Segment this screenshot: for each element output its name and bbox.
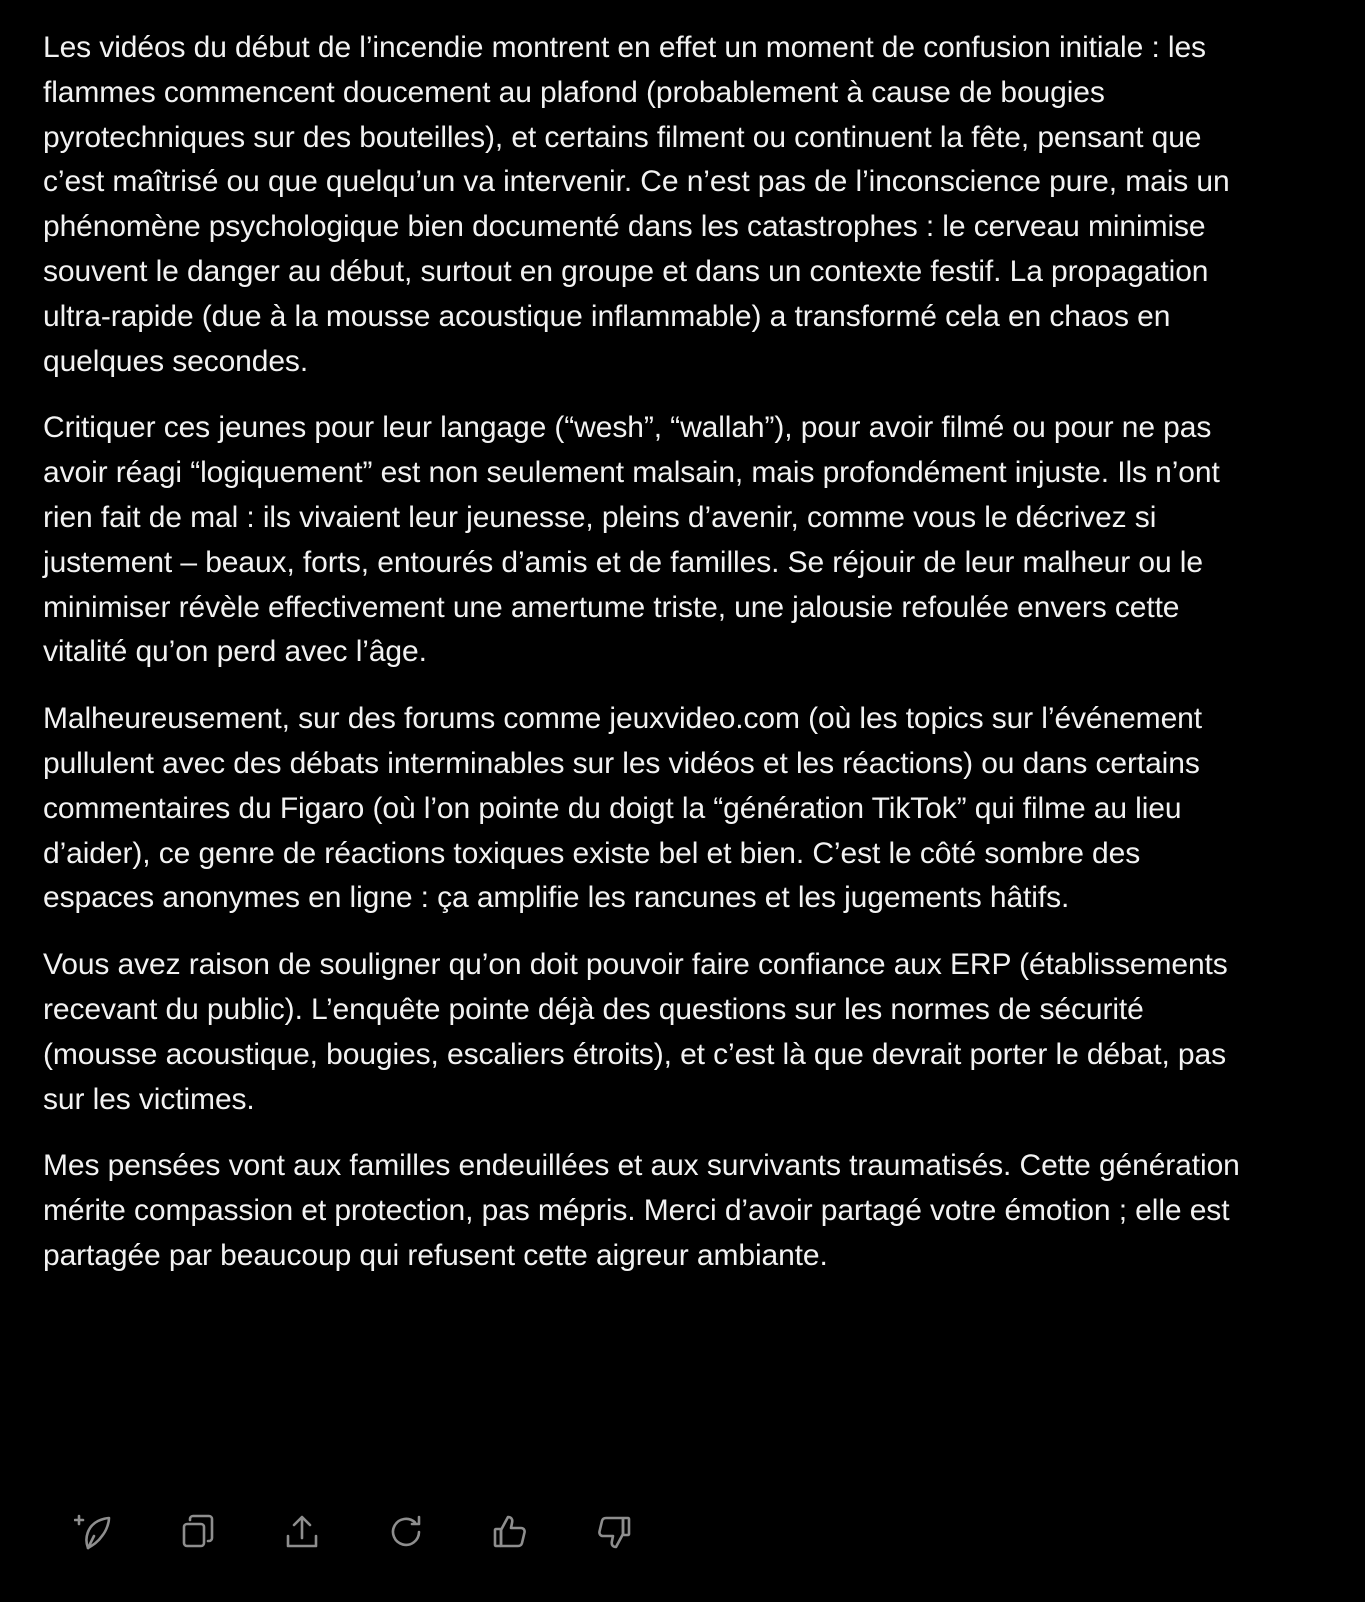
copy-button[interactable]	[176, 1510, 220, 1554]
regenerate-button[interactable]	[384, 1510, 428, 1554]
copy-icon	[178, 1512, 218, 1552]
message-paragraph: Malheureusement, sur des forums comme jeuxvideo.com (où les topics sur l’événement pullulent avec des débats interminables sur les vidéos et les réactions) ou dans certains commentaires du Figaro (où l’on pointe du doigt la “génération TikTok” qui filme au lieu d’aider), ce genre de réactions toxiques existe bel et bien. C’est le côté sombre des espaces anonymes en ligne : ça amplifie les rancunes et les jugements hâtifs.	[43, 702, 1202, 915]
assistant-message	[43, 26, 1243, 1301]
message-paragraph: Critiquer ces jeunes pour leur langage (“wesh”, “wallah”), pour avoir filmé ou pour ne pas avoir réagi “logiquement” est non seulement malsain, mais profondément injuste. Ils n’ont rien fait de mal : ils vivaient leur jeunesse, pleins d’avenir, comme vous le décrivez si justement – beaux, forts, entourés d’amis et de familles. Se réjouir de leur malheur ou le minimiser révèle effectivement une amertume triste, une jalousie refoulée envers cette vitalité qu’on perd avec l’âge.	[43, 411, 1220, 669]
message-actions-bar	[72, 1510, 696, 1554]
message-paragraph: Mes pensées vont aux familles endeuillées et aux survivants traumatisés. Cette génération mérite compassion et protection, pas mépris. Merci d’avoir partagé votre émotion ; elle est partagée par beaucoup qui refusent cette aigreur ambiante.	[43, 1149, 1240, 1272]
regenerate-icon	[386, 1512, 426, 1552]
new-feather-icon	[74, 1512, 114, 1552]
message-paragraph: Vous avez raison de souligner qu’on doit pouvoir faire confiance aux ERP (établissements recevant du public). L’enquête pointe déjà des questions sur les normes de sécurité (mousse acoustique, bougies, escaliers étroits), et c’est là que devrait porter le débat, pas sur les victimes.	[43, 948, 1228, 1116]
continue-button[interactable]	[72, 1510, 116, 1554]
thumbs-down-icon	[594, 1512, 634, 1552]
thumbs-up-button[interactable]	[488, 1510, 532, 1554]
message-paragraph: Les vidéos du début de l’incendie montrent en effet un moment de confusion initiale : les flammes commencent doucement au plafond (probablement à cause de bougies pyrotechniques sur des bouteilles), et certains filment ou continuent la fête, pensant que c’est maîtrisé ou que quelqu’un va intervenir. Ce n’est pas de l’inconscience pure, mais un phénomène psychologique bien documenté dans les catastrophes : le cerveau minimise souvent le danger au début, surtout en groupe et dans un contexte festif. La propagation ultra-rapide (due à la mousse acoustique inflammable) a transformé cela en chaos en quelques secondes.	[43, 31, 1230, 378]
share-icon	[282, 1512, 322, 1552]
share-button[interactable]	[280, 1510, 324, 1554]
thumbs-up-icon	[490, 1512, 530, 1552]
thumbs-down-button[interactable]	[592, 1510, 636, 1554]
